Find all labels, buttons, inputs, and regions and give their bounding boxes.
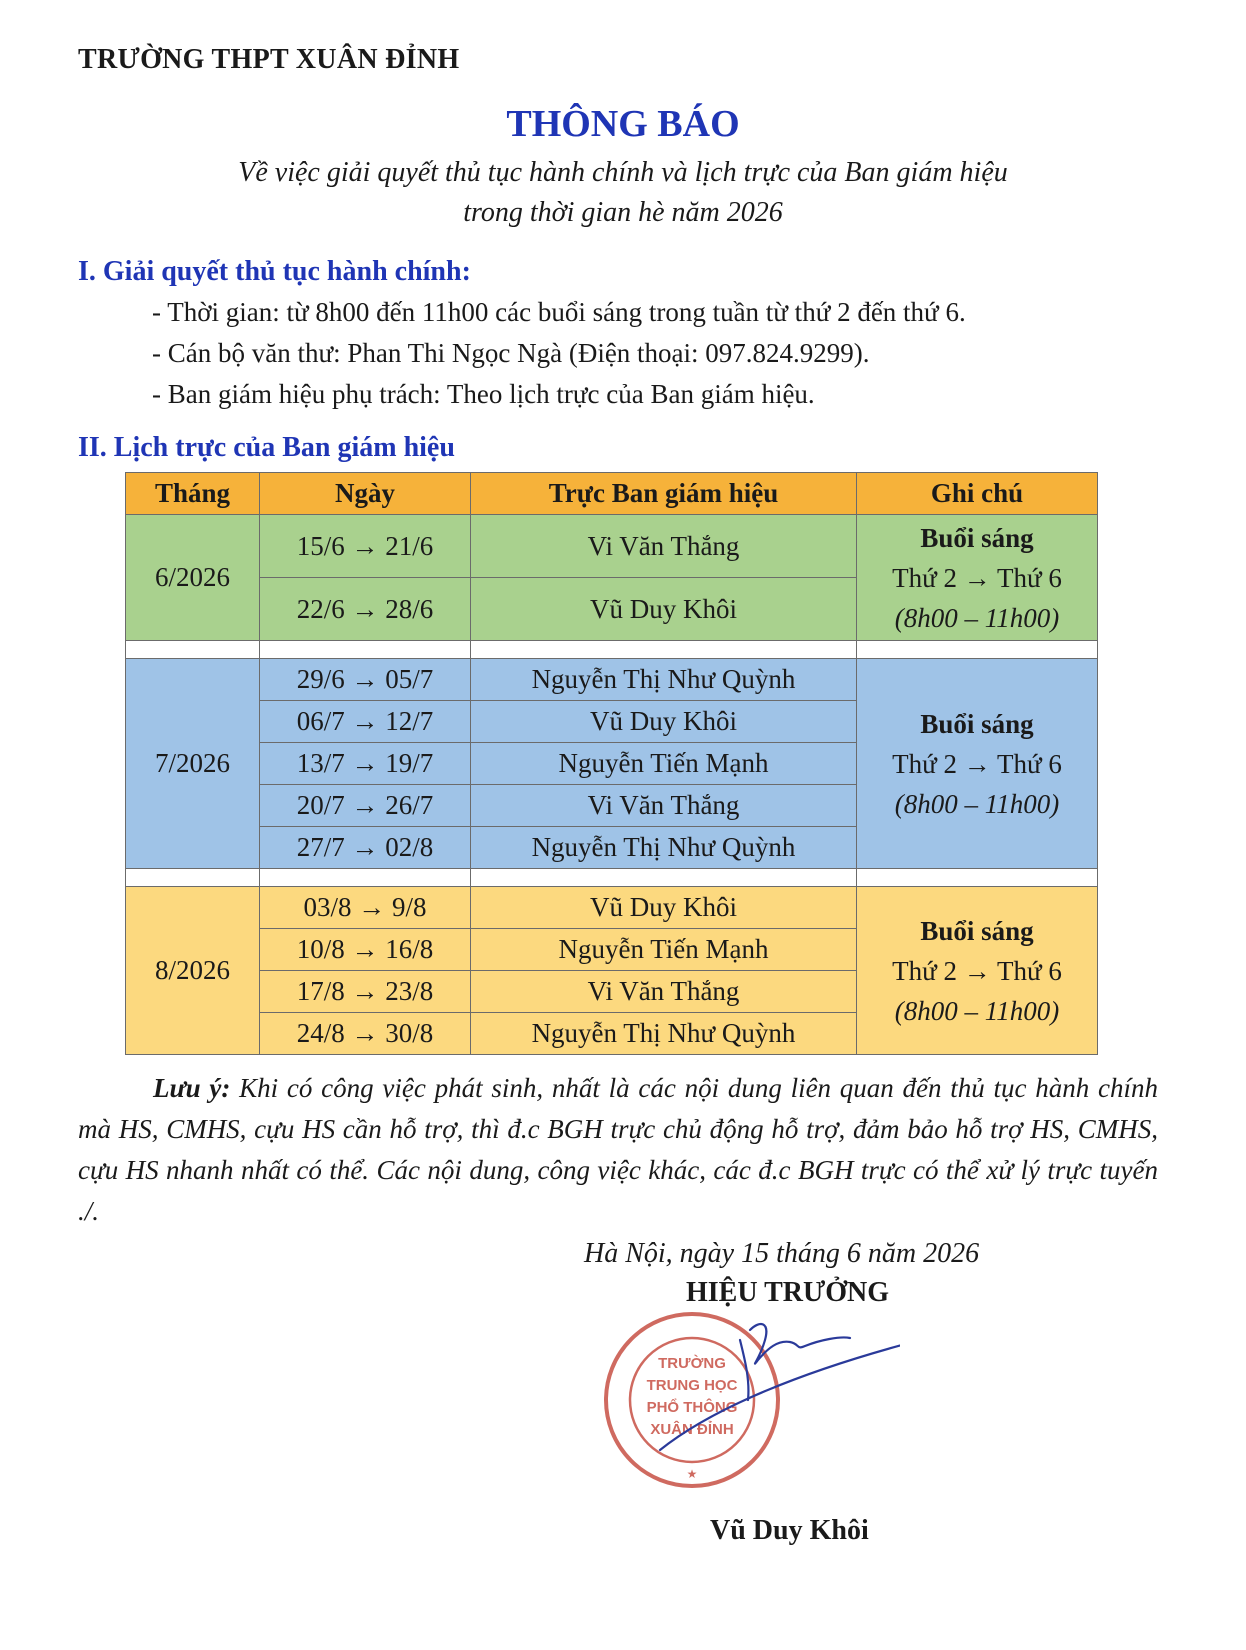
note-hours: (8h00 – 11h00) bbox=[894, 995, 1060, 1026]
subtitle-line1: Về việc giải quyết thủ tục hành chính và lịch trực của Ban giám hiệu bbox=[238, 157, 1008, 188]
date-cell: 24/8 → 30/8 bbox=[260, 1013, 471, 1055]
footnote-label: Lưu ý: bbox=[153, 1073, 231, 1103]
month-cell: 6/2026 bbox=[126, 515, 260, 641]
table-header-row bbox=[126, 473, 1098, 515]
date-cell: 13/7 → 19/7 bbox=[260, 743, 471, 785]
signer-name: Vũ Duy Khôi bbox=[710, 1515, 869, 1546]
table-row bbox=[126, 515, 1098, 578]
date-cell: 22/6 → 28/6 bbox=[260, 578, 471, 641]
date-cell: 06/7 → 12/7 bbox=[260, 701, 471, 743]
note-days: Thứ 2 → Thứ 6 bbox=[892, 748, 1062, 779]
note-days: Thứ 2 → Thứ 6 bbox=[892, 955, 1062, 986]
date-cell: 15/6 → 21/6 bbox=[260, 515, 471, 578]
note-session: Buổi sáng bbox=[920, 708, 1034, 739]
column-header-note: Ghi chú bbox=[857, 473, 1098, 515]
month-cell: 7/2026 bbox=[126, 659, 260, 869]
footnote-text: Khi có công việc phát sinh, nhất là các nội dung liên quan đến thủ tục hành chính mà HS, CMHS, cựu HS cần hỗ trợ, thì đ.c BGH trực chủ động hỗ trợ, đảm bảo hỗ trợ HS, CMHS, cựu HS nhanh nhất có thể. Các nội dung, công việc khác, các đ.c BGH trực có thể xử lý trực tuyến ./. bbox=[78, 1073, 1158, 1226]
document-title: THÔNG BÁO bbox=[506, 103, 740, 145]
duty-cell: Nguyễn Thị Như Quỳnh bbox=[471, 1013, 857, 1055]
duty-cell: Vi Văn Thắng bbox=[471, 971, 857, 1013]
date-cell: 29/6 → 05/7 bbox=[260, 659, 471, 701]
place-date: Hà Nội, ngày 15 tháng 6 năm 2026 bbox=[584, 1238, 980, 1269]
section1-item-clerk: - Cán bộ văn thư: Phan Thi Ngọc Ngà (Điện thoại: 097.824.9299). bbox=[152, 338, 870, 368]
note-cell bbox=[857, 515, 1098, 641]
column-header-date: Ngày bbox=[260, 473, 471, 515]
column-header-month: Tháng bbox=[126, 473, 260, 515]
school-name: TRƯỜNG THPT XUÂN ĐỈNH bbox=[78, 44, 460, 75]
note-cell bbox=[857, 659, 1098, 869]
svg-text:PHỔ THÔNG: PHỔ THÔNG bbox=[646, 1399, 738, 1416]
month-cell: 8/2026 bbox=[126, 887, 260, 1055]
footnote-paragraph bbox=[78, 1068, 1158, 1232]
duty-cell: Vũ Duy Khôi bbox=[471, 887, 857, 929]
section2-heading: II. Lịch trực của Ban giám hiệu bbox=[78, 432, 455, 463]
duty-cell: Nguyễn Thị Như Quỳnh bbox=[471, 827, 857, 869]
duty-cell: Vũ Duy Khôi bbox=[471, 578, 857, 641]
duty-schedule-table bbox=[125, 472, 1098, 1055]
subtitle-line2: trong thời gian hè năm 2026 bbox=[463, 197, 783, 228]
date-cell: 27/7 → 02/8 bbox=[260, 827, 471, 869]
svg-text:TRƯỜNG: TRƯỜNG bbox=[658, 1355, 726, 1372]
note-session: Buổi sáng bbox=[920, 522, 1034, 553]
column-header-duty: Trực Ban giám hiệu bbox=[471, 473, 857, 515]
duty-cell: Vi Văn Thắng bbox=[471, 515, 857, 578]
duty-cell: Vũ Duy Khôi bbox=[471, 701, 857, 743]
separator-row bbox=[126, 869, 1098, 887]
section1-heading: I. Giải quyết thủ tục hành chính: bbox=[78, 256, 471, 287]
duty-cell: Vi Văn Thắng bbox=[471, 785, 857, 827]
school-seal-and-signature bbox=[600, 1300, 900, 1510]
svg-text:TRUNG HỌC: TRUNG HỌC bbox=[646, 1377, 738, 1394]
duty-cell: Nguyễn Tiến Mạnh bbox=[471, 929, 857, 971]
note-days: Thứ 2 → Thứ 6 bbox=[892, 562, 1062, 593]
svg-text:★: ★ bbox=[686, 1467, 698, 1481]
section1-item-time: - Thời gian: từ 8h00 đến 11h00 các buổi sáng trong tuần từ thứ 2 đến thứ 6. bbox=[152, 297, 966, 327]
table-row bbox=[126, 887, 1098, 929]
signer-position: HIỆU TRƯỞNG bbox=[686, 1277, 890, 1308]
note-hours: (8h00 – 11h00) bbox=[894, 602, 1060, 633]
duty-cell: Nguyễn Thị Như Quỳnh bbox=[471, 659, 857, 701]
note-cell bbox=[857, 887, 1098, 1055]
svg-text:XUÂN ĐỈNH: XUÂN ĐỈNH bbox=[650, 1421, 734, 1438]
date-cell: 10/8 → 16/8 bbox=[260, 929, 471, 971]
section1-item-board: - Ban giám hiệu phụ trách: Theo lịch trực của Ban giám hiệu. bbox=[152, 379, 815, 409]
separator-row bbox=[126, 641, 1098, 659]
date-cell: 17/8 → 23/8 bbox=[260, 971, 471, 1013]
duty-cell: Nguyễn Tiến Mạnh bbox=[471, 743, 857, 785]
date-cell: 20/7 → 26/7 bbox=[260, 785, 471, 827]
table-row bbox=[126, 659, 1098, 701]
note-hours: (8h00 – 11h00) bbox=[894, 788, 1060, 819]
seal-stamp bbox=[606, 1314, 778, 1486]
date-cell: 03/8 → 9/8 bbox=[260, 887, 471, 929]
note-session: Buổi sáng bbox=[920, 915, 1034, 946]
